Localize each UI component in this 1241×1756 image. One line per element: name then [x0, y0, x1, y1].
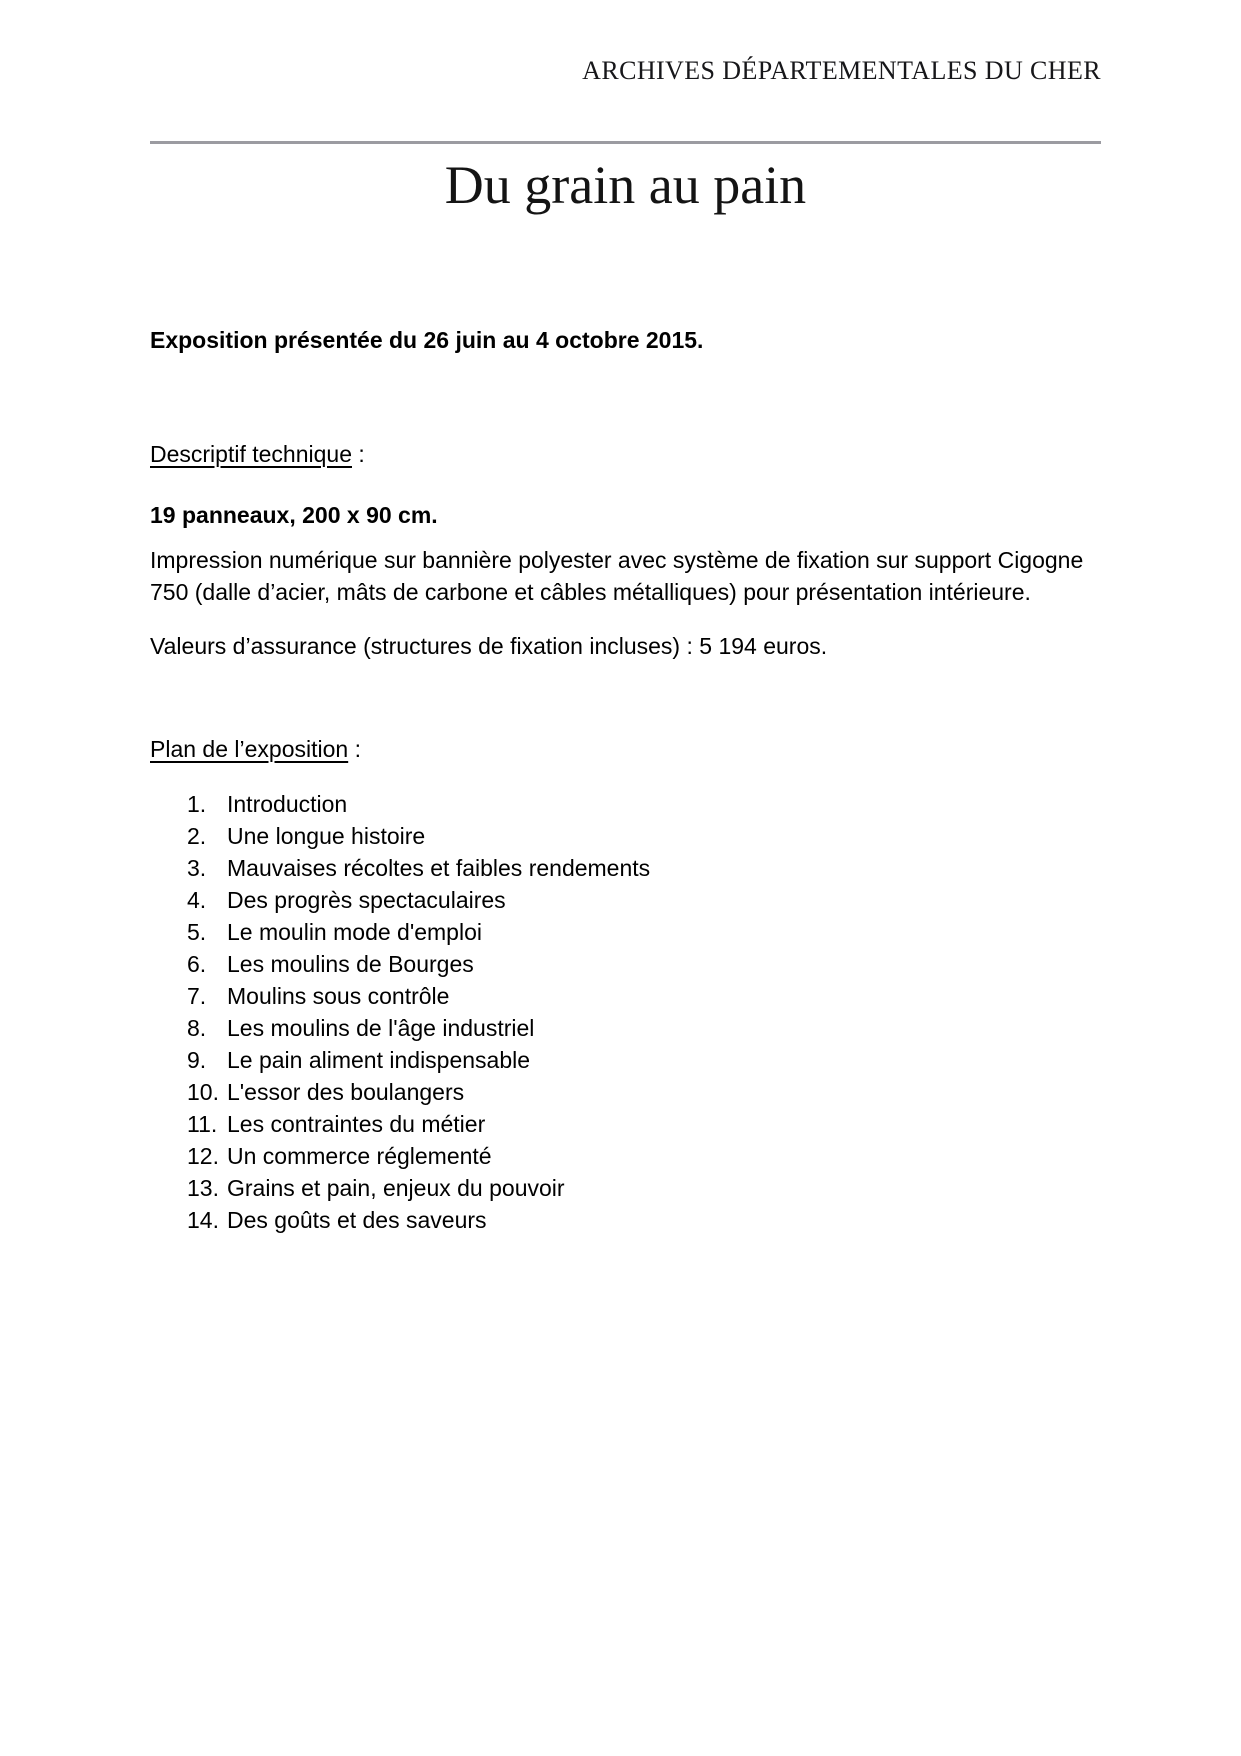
printing-description: Impression numérique sur bannière polyester avec système de fixation sur support Cigogne 750 (dalle d’acier, mâts de carbone et câbles métalliques) pour présentation intérieure. — [150, 547, 1084, 605]
plan-item-label: Une longue histoire — [227, 823, 426, 849]
plan-item-number: 12. — [187, 1143, 219, 1169]
plan-item-label: L'essor des boulangers — [227, 1079, 465, 1105]
plan-item-number: 9. — [187, 1047, 207, 1073]
plan-list-item — [187, 916, 1101, 948]
plan-list-item — [187, 948, 1101, 980]
plan-list — [187, 788, 1101, 1236]
plan-item-number: 2. — [187, 823, 207, 849]
descriptif-heading-colon: : — [352, 441, 365, 467]
plan-item-label: Les contraintes du métier — [227, 1111, 486, 1137]
plan-item-label: Les moulins de l'âge industriel — [227, 1015, 535, 1041]
plan-item-label: Des goûts et des saveurs — [227, 1207, 487, 1233]
plan-item-number: 10. — [187, 1079, 219, 1105]
plan-item-label: Mauvaises récoltes et faibles rendements — [227, 855, 651, 881]
panels-spec: 19 panneaux, 200 x 90 cm. — [150, 502, 438, 528]
plan-item-label: Le pain aliment indispensable — [227, 1047, 531, 1073]
plan-heading-colon: : — [348, 736, 361, 762]
plan-item-label: Grains et pain, enjeux du pouvoir — [227, 1175, 565, 1201]
plan-list-item — [187, 852, 1101, 884]
plan-item-number: 14. — [187, 1207, 219, 1233]
plan-item-label: Un commerce réglementé — [227, 1143, 492, 1169]
plan-list-item — [187, 1044, 1101, 1076]
exhibition-dates: Exposition présentée du 26 juin au 4 octobre 2015. — [150, 327, 704, 353]
plan-heading-text: Plan de l’exposition — [150, 736, 349, 762]
plan-item-label: Des progrès spectaculaires — [227, 887, 506, 913]
plan-list-item — [187, 1140, 1101, 1172]
plan-item-number: 13. — [187, 1175, 219, 1201]
plan-item-number: 6. — [187, 951, 207, 977]
plan-item-number: 3. — [187, 855, 207, 881]
descriptif-heading — [150, 438, 1101, 470]
plan-list-item — [187, 788, 1101, 820]
insurance-value: Valeurs d’assurance (structures de fixation incluses) : 5 194 euros. — [150, 633, 828, 659]
header-divider — [150, 141, 1101, 144]
plan-list-item — [187, 1108, 1101, 1140]
plan-item-number: 1. — [187, 791, 207, 817]
plan-item-label: Le moulin mode d'emploi — [227, 919, 482, 945]
plan-item-number: 7. — [187, 983, 207, 1009]
archive-header: ARCHIVES DÉPARTEMENTALES DU CHER — [582, 56, 1101, 85]
plan-list-item — [187, 820, 1101, 852]
plan-item-label: Moulins sous contrôle — [227, 983, 450, 1009]
descriptif-heading-text: Descriptif technique — [150, 441, 352, 467]
plan-list-item — [187, 1204, 1101, 1236]
plan-list-item — [187, 1076, 1101, 1108]
plan-item-number: 4. — [187, 887, 207, 913]
plan-heading — [150, 733, 1101, 765]
plan-list-item — [187, 980, 1101, 1012]
plan-item-number: 5. — [187, 919, 207, 945]
plan-item-label: Introduction — [227, 791, 348, 817]
plan-list-item — [187, 1172, 1101, 1204]
page-title: Du grain au pain — [444, 155, 807, 215]
plan-list-item — [187, 884, 1101, 916]
plan-item-number: 8. — [187, 1015, 207, 1041]
plan-list-item — [187, 1012, 1101, 1044]
plan-item-label: Les moulins de Bourges — [227, 951, 474, 977]
plan-item-number: 11. — [187, 1111, 218, 1137]
